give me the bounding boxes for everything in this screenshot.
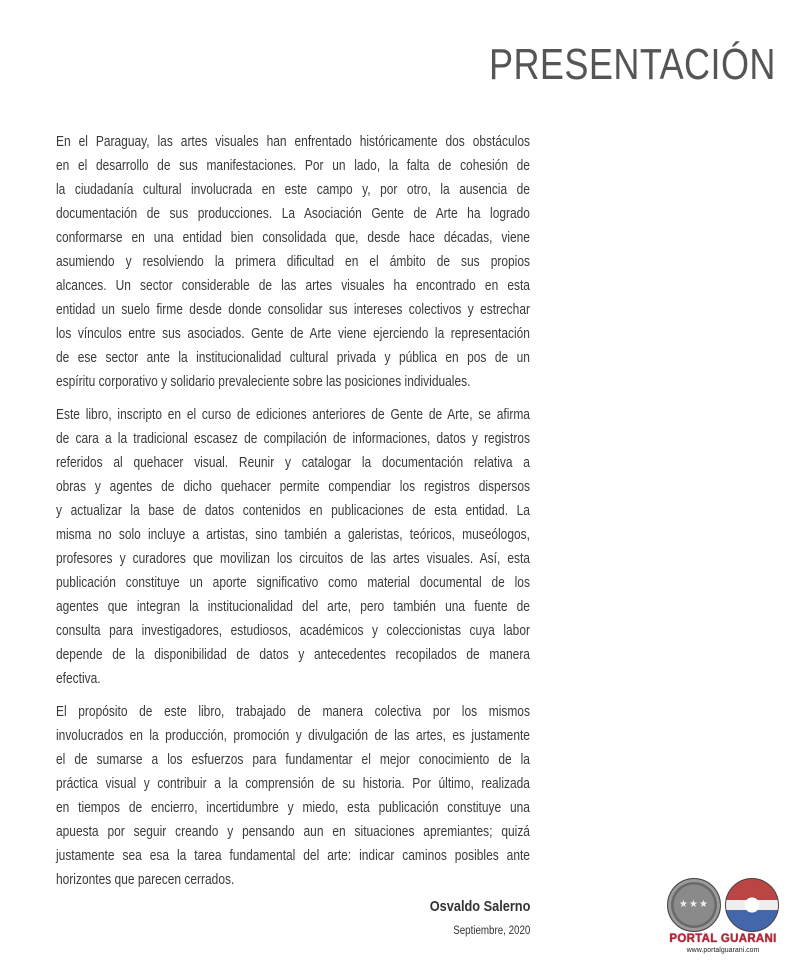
text-line: apuesta por seguir creando y pensando aun en situaciones apremiantes; quizá xyxy=(56,824,530,840)
author-name: Osvaldo Salerno xyxy=(429,898,530,915)
stars-icon: ★★★ xyxy=(679,899,709,910)
signature-date: Septiembre, 2020 xyxy=(452,925,530,937)
text-line: alcances. Un sector considerable de las artes visuales ha encontrado en esta xyxy=(56,278,530,294)
text-line: agentes que integran la institucionalidad del arte, pero también una fuente de xyxy=(56,599,530,615)
text-line: los vínculos entre sus asociados. Gente de Arte viene ejerciendo la representación xyxy=(56,326,530,342)
text-line: consulta para investigadores, estudiosos, académicos y coleccionistas cuya labor xyxy=(56,623,530,639)
text-line: involucrados en la producción, promoción y divulgación de las artes, es justamente xyxy=(56,728,530,744)
text-line: en el desarrollo de sus manifestaciones. Por un lado, la falta de cohesión de xyxy=(56,158,530,174)
text-line: espíritu corporativo y solidario prevaleciente sobre las posiciones individuales. xyxy=(56,374,471,390)
body-text xyxy=(56,130,530,901)
watermark-brand: PORTAL GUARANI xyxy=(669,933,777,945)
text-line: El propósito de este libro, trabajado de manera colectiva por los mismos xyxy=(56,704,530,720)
text-line: efectiva. xyxy=(56,671,101,687)
text-line: profesores y curadores que movilizan los circuitos de las artes visuales. Así, esta xyxy=(56,551,530,567)
text-line: práctica visual y contribuir a la comprensión de su historia. Por último, realizada xyxy=(56,776,530,792)
text-line: justamente sea esa la tarea fundamental del arte: indicar caminos posibles ante xyxy=(56,848,530,864)
text-line: Este libro, inscripto en el curso de ediciones anteriores de Gente de Arte, se afirma xyxy=(56,407,530,423)
paragraph xyxy=(56,130,530,394)
text-line: de ese sector ante la institucionalidad cultural privada y pública en pos de un xyxy=(56,350,530,366)
watermark-url: www.portalguarani.com xyxy=(686,947,760,954)
page-title: PRESENTACIÓN xyxy=(489,40,776,89)
text-line: misma no solo incluye a artistas, sino también a galeristas, teóricos, museólogos, xyxy=(56,527,530,543)
signature xyxy=(429,896,530,942)
text-line: en tiempos de encierro, incertidumbre y miedo, esta publicación constituye una xyxy=(56,800,530,816)
text-line: En el Paraguay, las artes visuales han enfrentado históricamente dos obstáculos xyxy=(56,134,530,150)
paragraph xyxy=(56,700,530,892)
flag-seal-icon xyxy=(725,878,779,932)
text-line: conformarse en una entidad bien consolidada que, desde hace décadas, viene xyxy=(56,230,530,246)
text-line: obras y agentes de dicho quehacer permite compendiar los registros dispersos xyxy=(56,479,530,495)
text-line: publicación constituye un aporte significativo como material documental de los xyxy=(56,575,530,591)
text-line: de cara a la tradicional escasez de compilación de informaciones, datos y registros xyxy=(56,431,530,447)
text-line: asumiendo y resolviendo la primera dificultad en el ámbito de sus propios xyxy=(56,254,530,270)
paragraph xyxy=(56,403,530,691)
seal-icon xyxy=(667,878,721,932)
text-line: horizontes que parecen cerrados. xyxy=(56,872,235,888)
text-line: y actualizar la base de datos contenidos en publicaciones de esta entidad. La xyxy=(56,503,530,519)
portal-guarani-watermark xyxy=(664,878,782,958)
text-line: la ciudadanía cultural involucrada en este campo y, por otro, la ausencia de xyxy=(56,182,530,198)
text-line: depende de la disponibilidad de datos y antecedentes recopilados de manera xyxy=(56,647,530,663)
text-line: referidos al quehacer visual. Reunir y catalogar la documentación relativa a xyxy=(56,455,530,471)
text-line: documentación de sus producciones. La Asociación Gente de Arte ha logrado xyxy=(56,206,530,222)
text-line: el de sumarse a los esfuerzos para fundamentar el mejor conocimiento de la xyxy=(56,752,530,768)
text-line: entidad un suelo firme desde donde consolidar sus intereses colectivos y estrechar xyxy=(56,302,530,318)
